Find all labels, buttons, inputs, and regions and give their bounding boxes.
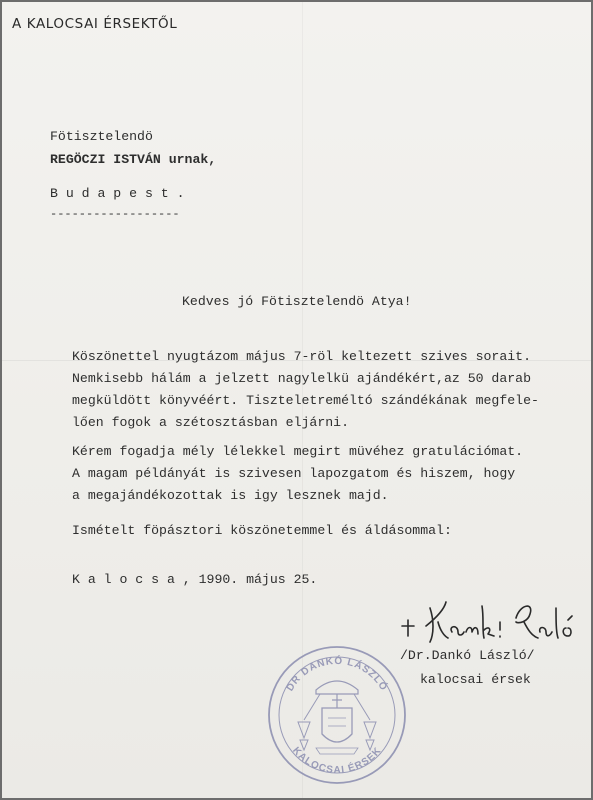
signatory-name: /Dr.Dankó László/ bbox=[400, 648, 535, 663]
paragraph2-line: a megajándékozottak is igy lesznek majd. bbox=[72, 488, 389, 503]
paragraph1-line: Köszönettel nyugtázom május 7-röl keltezett szives sorait. bbox=[72, 349, 531, 364]
signatory-title: kalocsai érsek bbox=[420, 672, 531, 687]
recipient-name: REGÖCZI ISTVÁN urnak, bbox=[50, 152, 217, 167]
city-underline: ------------------ bbox=[50, 207, 180, 221]
episcopal-stamp bbox=[264, 642, 410, 788]
place-date: K a l o c s a , 1990. május 25. bbox=[72, 572, 318, 587]
paragraph1-line: Nemkisebb hálám a jelzett nagylelkü ajándékért,az 50 darab bbox=[72, 371, 531, 386]
recipient-city: B u d a p e s t . bbox=[50, 186, 185, 201]
recipient-title: Fötisztelendö bbox=[50, 129, 153, 144]
handwritten-signature bbox=[400, 592, 580, 652]
paragraph1-line: megküldött könyvéért. Tiszteletreméltó szándékának megfele- bbox=[72, 393, 539, 408]
svg-text:KALOCSAI ÉRSEK: KALOCSAI ÉRSEK bbox=[290, 745, 384, 777]
paragraph1-line: lően fogok a szétosztásban eljárni. bbox=[72, 415, 349, 430]
svg-text:DR DANKÓ LÁSZLÓ: DR DANKÓ LÁSZLÓ bbox=[284, 655, 390, 694]
paragraph2-line: A magam példányát is szivesen lapozgatom és hiszem, hogy bbox=[72, 466, 516, 481]
paragraph2-line: Kérem fogadja mély lélekkel megirt müvéhez gratulációmat. bbox=[72, 444, 524, 459]
closing-line: Ismételt föpásztori köszönetemmel és áldásommal: bbox=[72, 523, 452, 538]
salutation: Kedves jó Fötisztelendö Atya! bbox=[182, 294, 412, 309]
letterhead: A KALOCSAI ÉRSEKTŐL bbox=[12, 16, 178, 32]
